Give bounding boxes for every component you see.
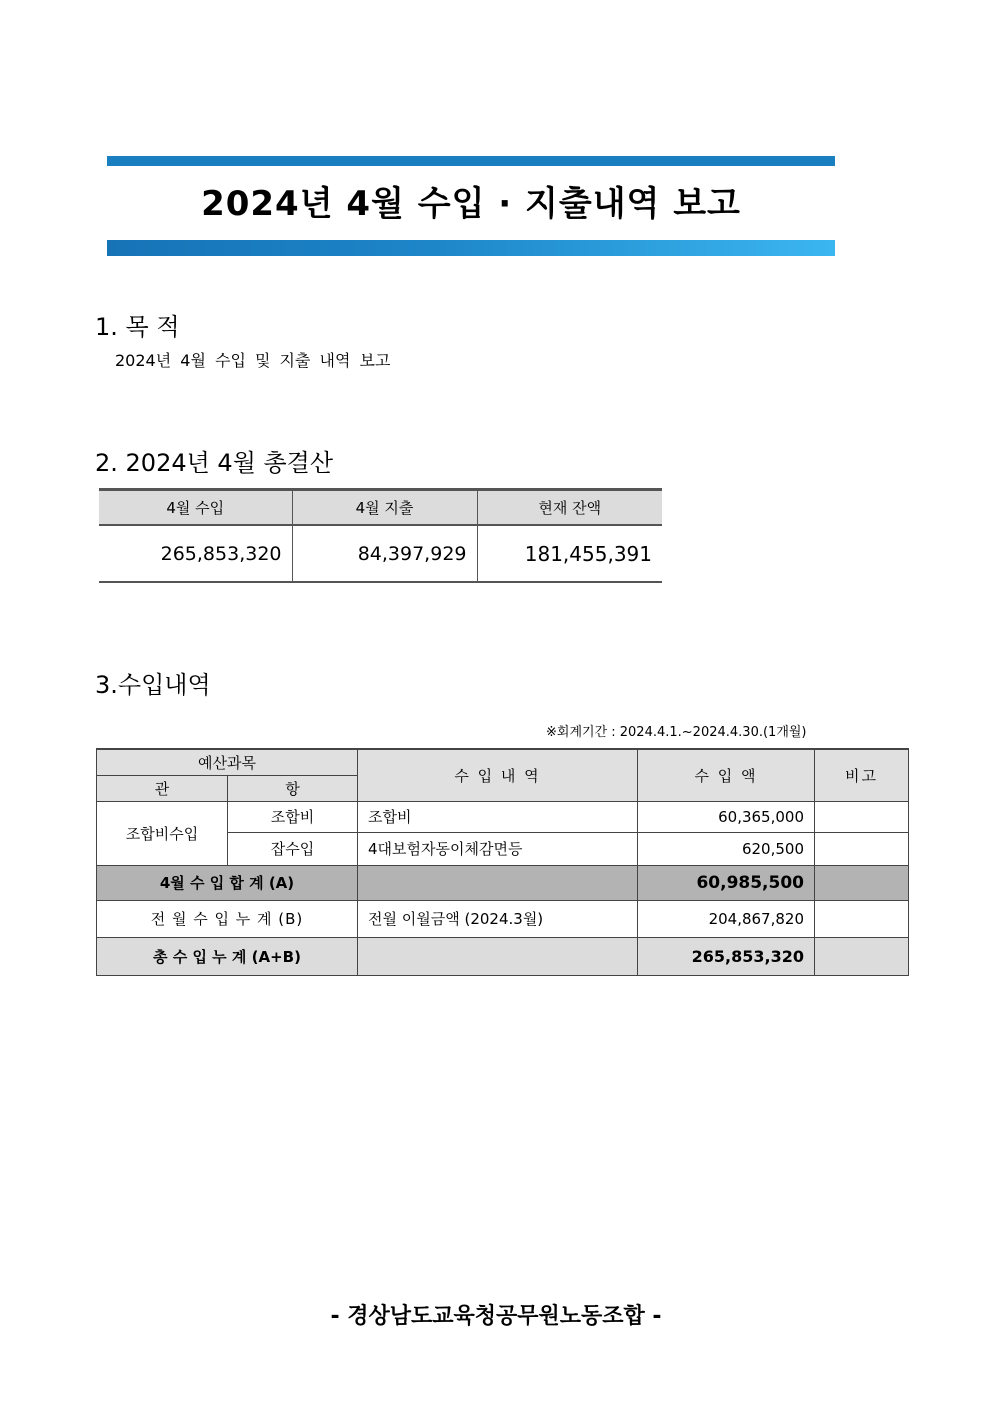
amount-header: 수 입 액 xyxy=(638,749,815,801)
amount-cell: 620,500 xyxy=(638,832,815,865)
organization-footer: - 경상남도교육청공무원노동조합 - xyxy=(330,1304,662,1329)
summary-expense-value: 84,397,929 xyxy=(292,525,477,582)
summary-balance-value: 181,455,391 xyxy=(477,525,662,582)
previous-total-remarks xyxy=(815,900,909,937)
hang-cell: 잡수입 xyxy=(228,832,358,865)
summary-value-row xyxy=(99,525,662,582)
monthly-total-row xyxy=(97,865,909,900)
summary-table xyxy=(99,488,662,583)
previous-total-amount: 204,867,820 xyxy=(638,900,815,937)
monthly-total-remarks xyxy=(815,865,909,900)
amount-cell: 60,365,000 xyxy=(638,801,815,832)
monthly-total-details xyxy=(358,865,638,900)
category-cell: 조합비수입 xyxy=(97,801,228,865)
remarks-header: 비고 xyxy=(815,749,909,801)
grand-total-amount: 265,853,320 xyxy=(638,937,815,975)
monthly-total-amount: 60,985,500 xyxy=(638,865,815,900)
budget-item-header: 예산과목 xyxy=(97,749,358,775)
previous-total-label: 전 월 수 입 누 계 (B) xyxy=(97,900,358,937)
hang-cell: 조합비 xyxy=(228,801,358,832)
purpose-text: 2024년 4월 수입 및 지출 내역 보고 xyxy=(115,351,391,370)
grand-total-remarks xyxy=(815,937,909,975)
summary-header-row xyxy=(99,490,662,526)
section-purpose-heading: 1. 목 적 xyxy=(95,313,180,341)
details-cell: 조합비 xyxy=(358,801,638,832)
grand-total-row xyxy=(97,937,909,975)
grand-total-details xyxy=(358,937,638,975)
table-row xyxy=(97,801,909,832)
monthly-total-label: 4월 수 입 합 계 (A) xyxy=(97,865,358,900)
summary-col-balance: 현재 잔액 xyxy=(477,490,662,526)
hang-header: 항 xyxy=(228,775,358,801)
previous-total-row xyxy=(97,900,909,937)
grand-total-label: 총 수 입 누 계 (A+B) xyxy=(97,937,358,975)
remarks-cell xyxy=(815,801,909,832)
income-header-row-1 xyxy=(97,749,909,775)
details-header: 수 입 내 역 xyxy=(358,749,638,801)
summary-col-expense: 4월 지출 xyxy=(292,490,477,526)
details-cell: 4대보험자동이체감면등 xyxy=(358,832,638,865)
section-summary-heading: 2. 2024년 4월 총결산 xyxy=(95,449,334,477)
title-bar-top xyxy=(107,156,835,166)
title-bar-bottom xyxy=(107,240,835,256)
document-title: 2024년 4월 수입 · 지출내역 보고 xyxy=(201,184,741,224)
summary-income-value: 265,853,320 xyxy=(99,525,292,582)
summary-col-income: 4월 수입 xyxy=(99,490,292,526)
section-income-heading: 3.수입내역 xyxy=(95,671,211,699)
accounting-period-note: ※회계기간 : 2024.4.1.~2024.4.30.(1개월) xyxy=(546,725,807,740)
gwan-header: 관 xyxy=(97,775,228,801)
remarks-cell xyxy=(815,832,909,865)
previous-total-details: 전월 이월금액 (2024.3월) xyxy=(358,900,638,937)
income-table xyxy=(96,748,909,976)
